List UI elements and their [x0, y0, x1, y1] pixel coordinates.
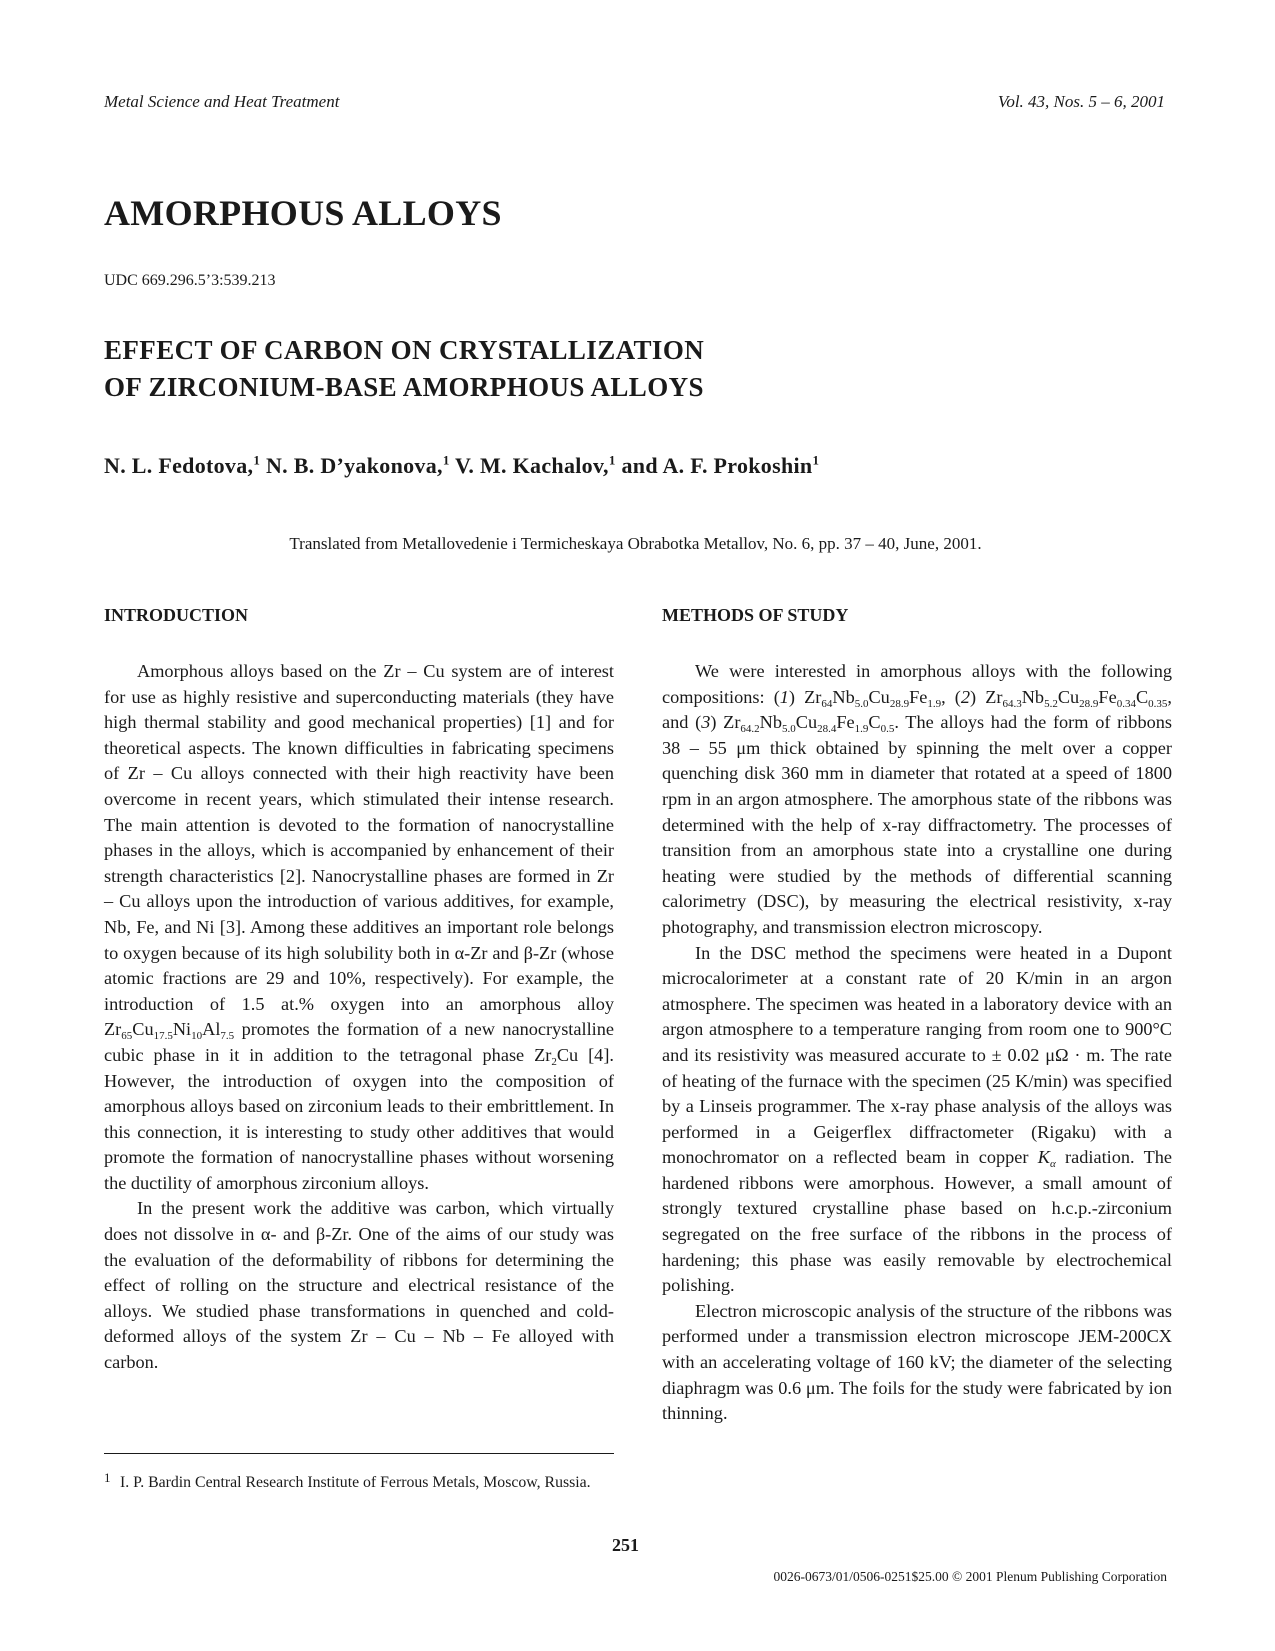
element-subscript: 28.9 — [889, 697, 910, 710]
author-list — [104, 453, 819, 479]
translation-note: Translated from Metallovedenie i Termicheskaya Obrabotka Metallov, No. 6, pp. 37 – 40, June, 2001. — [289, 534, 982, 553]
introduction-column — [104, 659, 614, 1376]
introduction-heading: INTRODUCTION — [104, 605, 249, 625]
element-symbol: Nb — [832, 686, 855, 707]
affiliation-mark: 1 — [253, 452, 261, 468]
affiliation-mark: 1 — [812, 452, 820, 468]
footnote — [104, 1472, 614, 1494]
running-header-journal: Metal Science and Heat Treatment — [104, 92, 340, 111]
element-symbol: Zr — [985, 686, 1003, 707]
element-symbol: Nb — [759, 712, 783, 733]
paragraph: In the present work the additive was carbon, which virtually does not dissolve in α- and β-Zr. One of the aims of our study was the evaluation of the deformability of ribbons for determining the effect of rolling on the structure and electrical resistance of the alloys. We studied phase transformations in quenched and cold-deformed alloys of the system Zr – Cu – Nb – Fe alloyed with carbon. — [104, 1198, 614, 1373]
copyright-line: 0026-0673/01/0506-0251$25.00 © 2001 Plenum Publishing Corporation — [773, 1569, 1167, 1584]
element-subscript: 64.3 — [1002, 697, 1022, 710]
formula — [985, 686, 1168, 710]
element-subscript: 5.0 — [782, 723, 796, 736]
formula — [804, 686, 942, 710]
element-subscript: 28.9 — [1079, 697, 1099, 710]
element-symbol: C — [1135, 686, 1149, 707]
section-title: AMORPHOUS ALLOYS — [104, 193, 502, 233]
page-number: 251 — [612, 1535, 639, 1555]
article-title — [104, 332, 704, 406]
element-subscript: 0.35 — [1148, 697, 1168, 710]
element-subscript: 1.9 — [854, 723, 869, 736]
element-subscript: 1.9 — [927, 697, 942, 710]
footnote-text: I. P. Bardin Central Research Institute of Ferrous Metals, Moscow, Russia. — [120, 1474, 591, 1491]
paragraph: Amorphous alloys based on the Zr – Cu system are of interest for use as highly resistive and superconducting materials (they have high thermal stability and good mechanical properties) [1] and for theoretical aspects. The known difficulties in fabricating specimens of Zr – Cu alloys connected with their high reactivity have been overcome in recent years, which stimulated their intense research. The main attention is devoted to the formation of nanocrystalline phases in the alloys, which is accompanied by enhancement of their strength characteristics [2]. Nanocrystalline phases are formed in Zr – Cu alloys upon the introduction of various additives, for example, Nb, Fe, and Ni [3]. Among these additives an important role belongs to oxygen because of its high solubility both in α-Zr and β-Zr (whose atomic fractions are 29 and 10%, respectively). For example, the introduction of 1.5 at.% oxygen into an amorphous alloy $Zr_{65}Cu_{17.5}Ni_{10}Al_{7.5}$ promotes the formation of a new nanocrystalline cubic phase in it in addition to the tetragonal phase $Zr_2Cu$ [4]. However, the introduction of oxygen into the composition of amorphous alloys based on zirconium leads to their embrittlement. In this connection, it is interesting to study other additives that would promote the formation of nanocrystalline phases without worsening the ductility of amorphous zirconium alloys. — [104, 661, 614, 1193]
footnote-rule — [104, 1453, 614, 1454]
element-subscript: 64 — [821, 697, 833, 710]
author-conjunction: and — [621, 453, 658, 478]
article-title-line-1: EFFECT OF CARBON ON CRYSTALLIZATION — [104, 335, 705, 365]
author: N. B. D’yakonova, — [265, 453, 443, 478]
author: A. F. Prokoshin — [662, 453, 813, 478]
udc-code: UDC 669.296.5’3:539.213 — [104, 272, 276, 289]
article-title-line-2: OF ZIRCONIUM-BASE AMORPHOUS ALLOYS — [104, 372, 704, 402]
k-alpha-symbol: $K_\alpha$ — [1037, 1147, 1056, 1171]
paragraph: In the DSC method the specimens were heated in a Dupont microcalorimeter at a constant rate of 20 K/min in an argon atmosphere. The specimen was heated in a laboratory device with an argon atmosphere to a temperature ranging from room one to 900°C and its resistivity was measured accurate to ± 0.02 μΩ · m. The rate of heating of the furnace with the specimen (25 K/min) was specified by a Linseis programmer. The x-ray phase analysis of the alloys was performed in a Geigerflex diffractometer (Rigaku) with a monochromator on a reflected beam in copper $K_\alpha$ radiation. The hardened ribbons were amorphous. However, a small amount of strongly textured crystalline phase based on h.c.p.-zirconium segregated on the free surface of the ribbons in the process of hardening; this phase was easily removable by electrochemical polishing. — [662, 942, 1172, 1296]
paragraph: Electron microscopic analysis of the structure of the ribbons was performed under a transmission electron microscope JEM-200CX with an accelerating voltage of 160 kV; the diameter of the selecting diaphragm was 0.6 μm. The foils for the study were fabricated by ion thinning. — [662, 1300, 1172, 1424]
element-symbol: Fe — [836, 712, 855, 733]
element-subscript: 5.0 — [854, 697, 869, 710]
author: N. L. Fedotova, — [104, 453, 254, 478]
element-symbol: Cu — [795, 712, 818, 733]
footnote-mark: 1 — [104, 1470, 111, 1485]
element-subscript: 0.34 — [1116, 697, 1136, 710]
formula — [723, 712, 895, 736]
element-subscript: 5.2 — [1044, 697, 1058, 710]
running-header-volume: Vol. 43, Nos. 5 – 6, 2001 — [997, 92, 1165, 111]
formula: $Zr_{65}Cu_{17.5}Ni_{10}Al_{7.5}$ — [104, 1019, 235, 1043]
affiliation-mark: 1 — [442, 452, 450, 468]
element-symbol: Fe — [1098, 686, 1117, 707]
element-symbol: C — [868, 712, 881, 733]
author: V. M. Kachalov, — [455, 453, 609, 478]
element-subscript: 0.5 — [880, 723, 895, 736]
element-subscript: 28.4 — [817, 723, 837, 736]
formula: $Zr_2Cu$ — [534, 1044, 579, 1068]
element-symbol: Fe — [909, 686, 928, 707]
element-symbol: Cu — [1057, 686, 1080, 707]
element-symbol: Zr — [804, 686, 822, 707]
element-subscript: 64.2 — [740, 723, 760, 736]
methods-heading: METHODS OF STUDY — [662, 605, 849, 625]
element-symbol: Nb — [1021, 686, 1045, 707]
element-symbol: Cu — [868, 686, 890, 707]
element-symbol: Zr — [723, 712, 741, 733]
affiliation-mark: 1 — [608, 452, 616, 468]
paragraph: We were interested in amorphous alloys with the following compositions: (1) $Zr_{64}Nb_{5.0}Cu_{28.9}Fe_{1.9}$, (2) $Zr_{64.3}Nb_{5.2}Cu_{28.9}Fe_{0.34}C_{0.35}$, and (3) $Zr_{64.2}Nb_{5.0}Cu_{28.4}Fe_{1.9}C_{0.5}$. The alloys had the form of ribbons 38 – 55 μm thick obtained by spinning the melt over a copper quenching disk 360 mm in diameter that rotated at a speed of 1800 rpm in an argon atmosphere. The amorphous state of the ribbons was determined with the help of x-ray diffractometry. The processes of transition from an amorphous state into a crystalline one during heating were studied by the methods of differential scanning calorimetry (DSC), by measuring the electrical resistivity, x-ray photography, and transmission electron microscopy. — [662, 661, 1172, 937]
methods-column — [662, 659, 1172, 1427]
